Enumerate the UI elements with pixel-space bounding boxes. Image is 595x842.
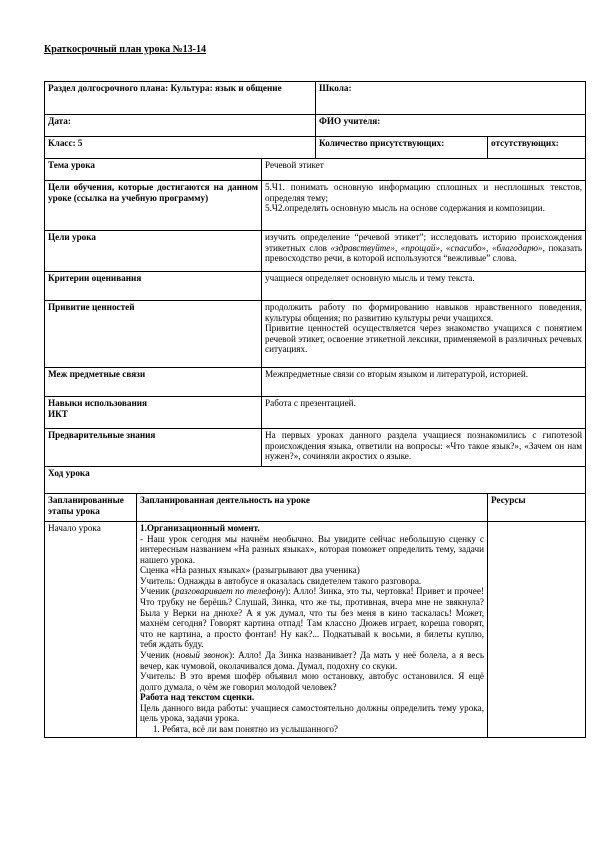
values-label: Привитие ценностей	[45, 301, 262, 368]
student-line-1	[140, 586, 484, 649]
progress-label: Ход урока	[45, 467, 586, 494]
row-criteria	[45, 272, 586, 301]
student2-text: ): Алло! Да Зинка названивает? Да мать у неё болела, а я весь вечер, как чумовой, околачивался дома. Думал, подохну со скуки.	[140, 649, 485, 671]
row-goals	[45, 181, 586, 231]
row-interdisciplinary	[45, 368, 586, 397]
plan-header-row	[45, 494, 586, 522]
intro-paragraph: - Наш урок сегодня мы начнём необычно. Вы увидите сейчас небольшую сценку с интересным названием «На разных языках», которая поможет определить тему, задачи нашего урока.	[140, 533, 485, 565]
document-title: Краткосрочный план урока №13-14	[44, 44, 206, 55]
prior-value: На первых уроках данного раздела учащиеся познакомились с гипотезой происхождения языка, ответили на вопросы: «Что такое язык?», «Зачем он нам нужен?», сочиняли акростих о языке.	[262, 429, 586, 467]
student2-note: новый звонок	[176, 649, 229, 660]
ict-value: Работа с презентацией.	[262, 397, 586, 429]
values-value	[262, 301, 586, 368]
topic-label: Тема урока	[45, 159, 262, 181]
present-label: Количество присутствующих:	[316, 137, 488, 159]
org-heading: 1.Организационный момент.	[140, 523, 260, 533]
prior-label: Предварительные знания	[45, 429, 262, 467]
row-progress	[45, 467, 586, 494]
resources-header: Ресурсы	[488, 494, 586, 522]
teacher-line-2: Учитель: В это время шофёр объявил мою остановку, автобус остановился. Я ещё долго думала, о чём же говорил молодой человек?	[140, 671, 485, 692]
etiquette-words: «здравствуйте», «прощай», «спасибо», «благодарю»	[330, 242, 543, 253]
row-topic	[45, 159, 586, 181]
questions-list	[140, 724, 484, 735]
scene-line: Сценка «На разных языках» (разыгрывают два ученика)	[140, 565, 360, 576]
criteria-label: Критерии оценивания	[45, 272, 262, 301]
lesson-goals-text-a: изучить определение “речевой этикет”; исследовать историю происхождения этикетных слов	[265, 232, 583, 253]
date-label: Дата:	[45, 115, 316, 137]
lesson-goals-value	[262, 231, 586, 272]
goals-value	[262, 181, 586, 231]
school-label: Школа:	[316, 82, 586, 115]
question-1: 1. Ребята, всё ли вам понятно из услышанного?	[162, 724, 484, 735]
header-row-section	[45, 82, 586, 115]
criteria-value: учащиеся определяет основную мысль и тему текста.	[262, 272, 586, 301]
ict-label-text: Навыки использования ИКТ	[48, 398, 148, 419]
class-label: Класс: 5	[45, 137, 316, 159]
student2-word: Ученик (	[140, 649, 177, 660]
stages-header: Запланированные этапы урока	[45, 494, 137, 522]
lesson-goals-text-b: , показать превосходство речи, в которой используются “вежливые” слова.	[265, 242, 583, 264]
row-values	[45, 301, 586, 368]
activity-header: Запланированная деятельность на уроке	[137, 494, 488, 522]
header-row-date	[45, 115, 586, 137]
header-row-class	[45, 137, 586, 159]
goals-label: Цели обучения, которые достигаются на данном уроке (ссылка на учебную программу)	[45, 181, 262, 231]
absent-label: отсутствующих:	[488, 137, 586, 159]
ict-label	[45, 397, 262, 429]
teacher-label: ФИО учителя:	[316, 115, 586, 137]
lesson-goals-label: Цели урока	[45, 231, 262, 272]
row-ict	[45, 397, 586, 429]
plan-row-start	[45, 522, 586, 738]
activity-start	[137, 522, 488, 738]
student-word: Ученик (	[140, 586, 175, 597]
section-label: Раздел долгосрочного плана: Культура: язык и общение	[45, 82, 316, 115]
goals-line-1: 5.Ч1. понимать основную информацию сплошных и несплошных текстов, определяя тему;	[265, 182, 583, 203]
interdisciplinary-value: Межпредметные связи со вторым языком и литературой, историей.	[262, 368, 586, 397]
goals-line-2: 5.Ч2.определять основную мысль на основе содержания и композиции.	[265, 203, 545, 214]
lesson-plan-table	[44, 81, 586, 738]
stage-start: Начало урока	[45, 522, 137, 738]
topic-value: Речевой этикет	[262, 159, 586, 181]
values-paragraph-2: Привитие ценностей осуществляется через знакомство учащихся с понятием речевой этикет, освоение этикетной лексики, применяемой в различных речевых ситуациях.	[265, 323, 583, 355]
student-note: разговаривает по телефону	[174, 586, 285, 597]
resources-start	[488, 522, 586, 738]
row-prior-knowledge	[45, 429, 586, 467]
interdisciplinary-label: Меж предметные связи	[45, 368, 262, 397]
goal-paragraph: Цель данного вида работы: учащиеся самостоятельно должны определить тему урока, цель урока, задачи урока.	[140, 702, 485, 724]
work-heading: Работа над текстом сценки.	[140, 692, 255, 703]
student-text: ): Алло! Зинка, это ты, чертовка! Привет и прочее! Что трубку не берёшь? Слушай, Зинка, что же ты, противная, вчера мне не звякнула? Была у Верки на днюхе? А я уж думал, что ты без меня в кино таскалась! Может, махнём сегодня? Говорят картина отпад! Там классно Дюжев играет, кореша говорят, что не картина, а просто фонтан! Ну как?... Подкатывай к восьми, я билеты куплю, тебя ждать буду.	[140, 586, 485, 650]
teacher-line-1: Учитель: Однажды в автобусе я оказалась свидетелем такого разговора.	[140, 575, 422, 586]
values-paragraph-1: продолжить работу по формированию навыков нравственного поведения, культуры общения; по развитию культуры речи учащихся.	[265, 302, 583, 323]
row-lesson-goals	[45, 231, 586, 272]
student-line-2	[140, 650, 484, 671]
